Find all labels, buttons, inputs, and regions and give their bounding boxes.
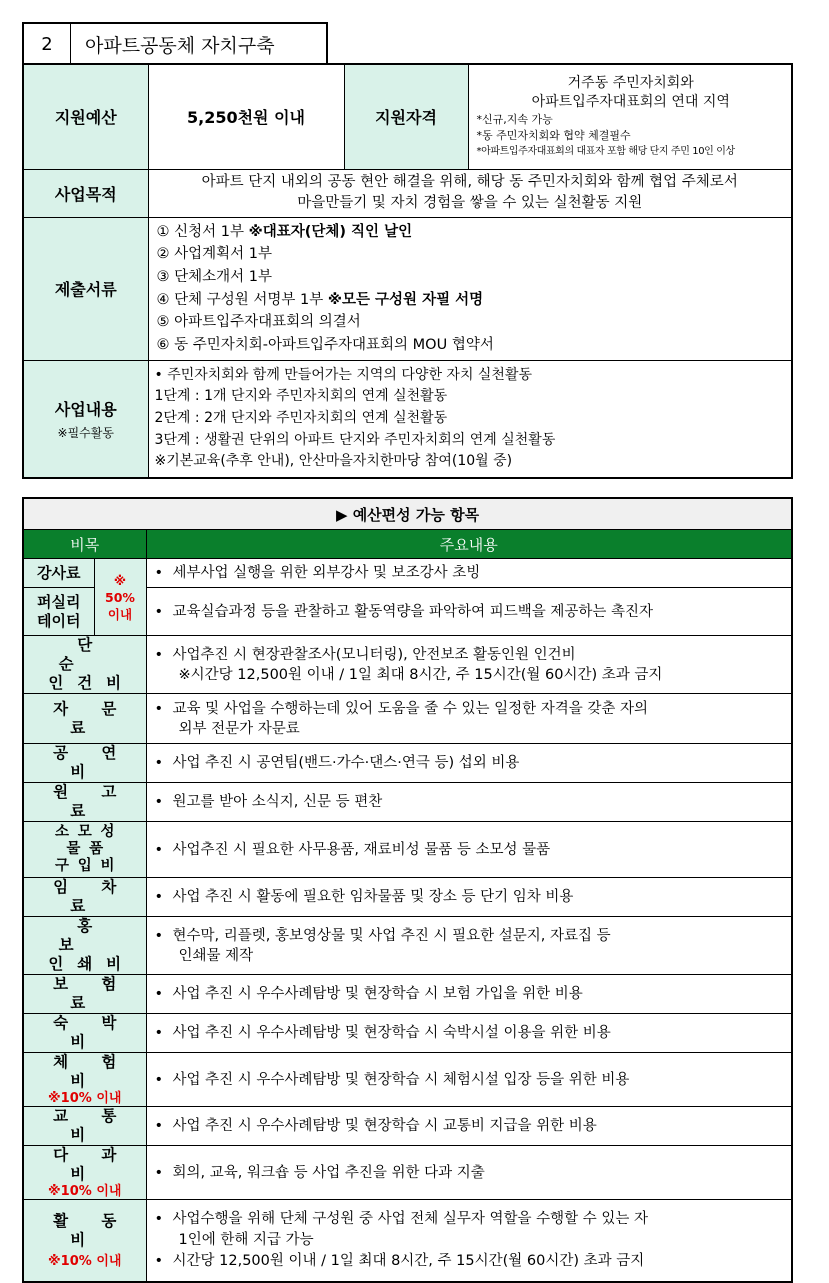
budget-table	[22, 497, 793, 1283]
item-desc: • 사업 추진 시 활동에 필요한 임차물품 및 장소 등 단기 임차 비용	[146, 878, 792, 917]
budget-value: 5,250천원 이내	[148, 64, 344, 169]
purpose-line-1: 아파트 단지 내외의 공동 현안 해결을 위해, 해당 동 주민자치회와 함께 협업 주체로서	[201, 174, 738, 190]
doc-item: ④ 단체 구성원 서명부 1부 ※모든 구성원 자필 서명	[156, 291, 484, 308]
doc-item: ⑥ 동 주민자치회-아파트입주자대표회의 MOU 협약서	[156, 336, 494, 353]
item-name: 강사료	[23, 559, 94, 588]
item-name: 홍보 인쇄비	[23, 917, 146, 975]
item-desc: • 사업 추진 시 우수사례탐방 및 현장학습 시 숙박시설 이용을 위한 비용	[146, 1014, 792, 1053]
qualification-label: 지원자격	[344, 64, 468, 169]
item-desc: • 교육 및 사업을 수행하는데 있어 도움을 줄 수 있는 일정한 자격을 갖춘 자의 외부 전문가 자문료	[146, 694, 792, 744]
item-name: 다 과 비 ※10% 이내	[23, 1146, 146, 1200]
item-name: 활 동 비 ※10% 이내	[23, 1200, 146, 1282]
budget-header: ▶ 예산편성 가능 항목	[23, 498, 792, 530]
purpose-value	[148, 169, 792, 217]
content-line: 3단계 : 생활권 단위의 아파트 단지와 주민자치회의 연계 실천활동	[154, 431, 556, 448]
section-number: 2	[24, 24, 71, 64]
col-header-item: 비목	[23, 530, 146, 559]
item-name: 소모성 물품 구입비	[23, 822, 146, 878]
item-name: 교 통 비	[23, 1107, 146, 1146]
qualification-value	[468, 64, 792, 169]
item-name: 보 험 료	[23, 975, 146, 1014]
content-line: • 주민자치회와 함께 만들어가는 지역의 다양한 자치 실천활동	[154, 366, 533, 383]
documents-label: 제출서류	[23, 217, 148, 360]
documents-list	[148, 217, 792, 360]
content-label: 사업내용 ※필수활동	[23, 360, 148, 478]
item-name: 원 고 료	[23, 783, 146, 822]
item-name: 자 문 료	[23, 694, 146, 744]
doc-item: ② 사업계획서 1부	[156, 246, 272, 263]
content-line: 2단계 : 2개 단지와 주민자치회의 연계 실천활동	[154, 409, 448, 426]
limit-note: ※10% 이내	[48, 1253, 122, 1269]
qual-line-2: 아파트입주자대표회의 연대 지역	[531, 94, 730, 111]
qual-note-1: *신규,지속 가능	[476, 113, 553, 127]
item-name: 공 연 비	[23, 744, 146, 783]
doc-item: ① 신청서 1부 ※대표자(단체) 직인 날인	[156, 223, 413, 240]
item-name: 임 차 료	[23, 878, 146, 917]
limit-note: ※10% 이내	[48, 1091, 122, 1106]
budget-label: 지원예산	[23, 64, 148, 169]
purpose-label: 사업목적	[23, 169, 148, 217]
item-desc: • 현수막, 리플렛, 홍보영상물 및 사업 추진 시 필요한 설문지, 자료집 등 인쇄물 제작	[146, 917, 792, 975]
item-desc: • 사업수행을 위해 단체 구성원 중 사업 전체 실무자 역할을 수행할 수 있는 자 1인에 한해 지급 가능 • 시간당 12,500원 이내 / 1일 최대 8시간, 주 15시간(월 60시간) 초과 금지	[146, 1200, 792, 1282]
limit-note: ※ 50% 이내	[94, 559, 146, 636]
project-info-table	[22, 63, 793, 479]
section-title-box	[22, 22, 328, 64]
item-desc: • 교육실습과정 등을 관찰하고 활동역량을 파악하여 피드백을 제공하는 촉진자	[146, 588, 792, 636]
item-desc: • 사업 추진 시 우수사례탐방 및 현장학습 시 보험 가입을 위한 비용	[146, 975, 792, 1014]
content-sub-label: ※필수활동	[57, 425, 114, 440]
item-name: 체 험 비 ※10% 이내	[23, 1053, 146, 1107]
section-title: 아파트공동체 자치구축	[85, 34, 275, 57]
col-header-content: 주요내용	[146, 530, 792, 559]
purpose-line-2: 마을만들기 및 자치 경험을 쌓을 수 있는 실천활동 지원	[297, 195, 643, 211]
qual-note-3: *아파트입주자대표회의 대표자 포함 해당 단지 주민 10인 이상	[476, 146, 735, 158]
item-desc: • 세부사업 실행을 위한 외부강사 및 보조강사 초빙	[146, 559, 792, 588]
item-desc: • 원고를 받아 소식지, 신문 등 편찬	[146, 783, 792, 822]
item-desc: • 사업 추진 시 우수사례탐방 및 현장학습 시 교통비 지급을 위한 비용	[146, 1107, 792, 1146]
item-desc: • 사업 추진 시 공연팀(밴드·가수·댄스·연극 등) 섭외 비용	[146, 744, 792, 783]
limit-note: ※10% 이내	[48, 1184, 122, 1199]
content-line: ※기본교육(추후 안내), 안산마을자치한마당 참여(10월 중)	[154, 453, 513, 470]
item-desc: • 사업 추진 시 우수사례탐방 및 현장학습 시 체험시설 입장 등을 위한 비용	[146, 1053, 792, 1107]
item-name: 숙 박 비	[23, 1014, 146, 1053]
item-name: 퍼실리 테이터	[23, 588, 94, 636]
doc-item: ⑤ 아파트입주자대표회의 의결서	[156, 314, 361, 331]
content-line: 1단계 : 1개 단지와 주민자치회의 연계 실천활동	[154, 388, 448, 405]
item-desc: • 사업추진 시 필요한 사무용품, 재료비성 물품 등 소모성 물품	[146, 822, 792, 878]
qual-line-1: 거주동 주민자치회와	[567, 75, 694, 92]
doc-item: ③ 단체소개서 1부	[156, 268, 272, 285]
item-desc: • 사업추진 시 현장관찰조사(모니터링), 안전보조 활동인원 인건비 ※시간당 12,500원 이내 / 1일 최대 8시간, 주 15시간(월 60시간) 초과 금지	[146, 636, 792, 694]
item-desc: • 회의, 교육, 워크숍 등 사업 추진을 위한 다과 지출	[146, 1146, 792, 1200]
content-list	[148, 360, 792, 478]
item-name: 단순 인건비	[23, 636, 146, 694]
qual-note-2: *동 주민자치회와 협약 체결필수	[476, 129, 631, 143]
